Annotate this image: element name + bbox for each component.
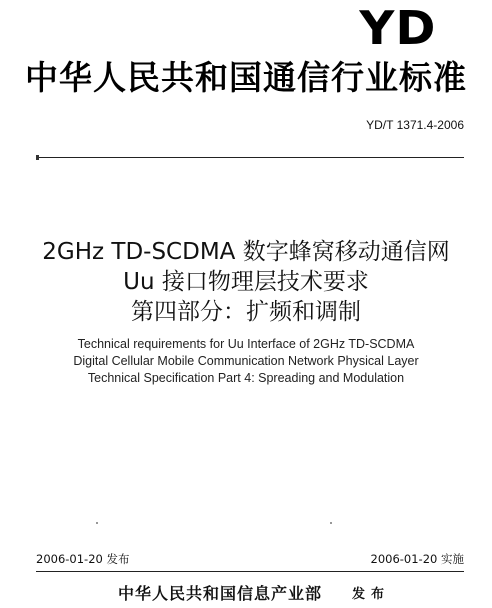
- issue-date: 2006-01-20 发布: [36, 552, 130, 566]
- print-speck: [330, 522, 332, 524]
- title-en-line-2: Digital Cellular Mobile Communication Network Physical Layer: [73, 354, 419, 368]
- title-en-line-1: Technical requirements for Uu Interface of 2GHz TD-SCDMA: [77, 337, 415, 351]
- standard-number: YD/T 1371.4-2006: [366, 118, 464, 132]
- divider-tick: [36, 155, 39, 160]
- title-en-line-3: Technical Specification Part 4: Spreading and Modulation: [87, 371, 405, 385]
- title-cn-line-3: 第四部分：扩频和调制: [131, 299, 361, 325]
- title-cn-line-2: Uu 接口物理层技术要求: [123, 269, 369, 295]
- bottom-divider: [36, 571, 464, 572]
- top-divider: [36, 157, 464, 158]
- print-speck: [96, 522, 98, 524]
- title-cn-line-1: 2GHz TD-SCDMA 数字蜂窝移动通信网: [42, 239, 450, 265]
- publisher: 中华人民共和国信息产业部: [118, 584, 323, 603]
- issue-word: 发布: [352, 587, 391, 602]
- organization-title: 中华人民共和国通信行业标准: [25, 58, 467, 97]
- implement-date: 2006-01-20 实施: [370, 552, 464, 566]
- yd-logo: YD: [358, 1, 436, 55]
